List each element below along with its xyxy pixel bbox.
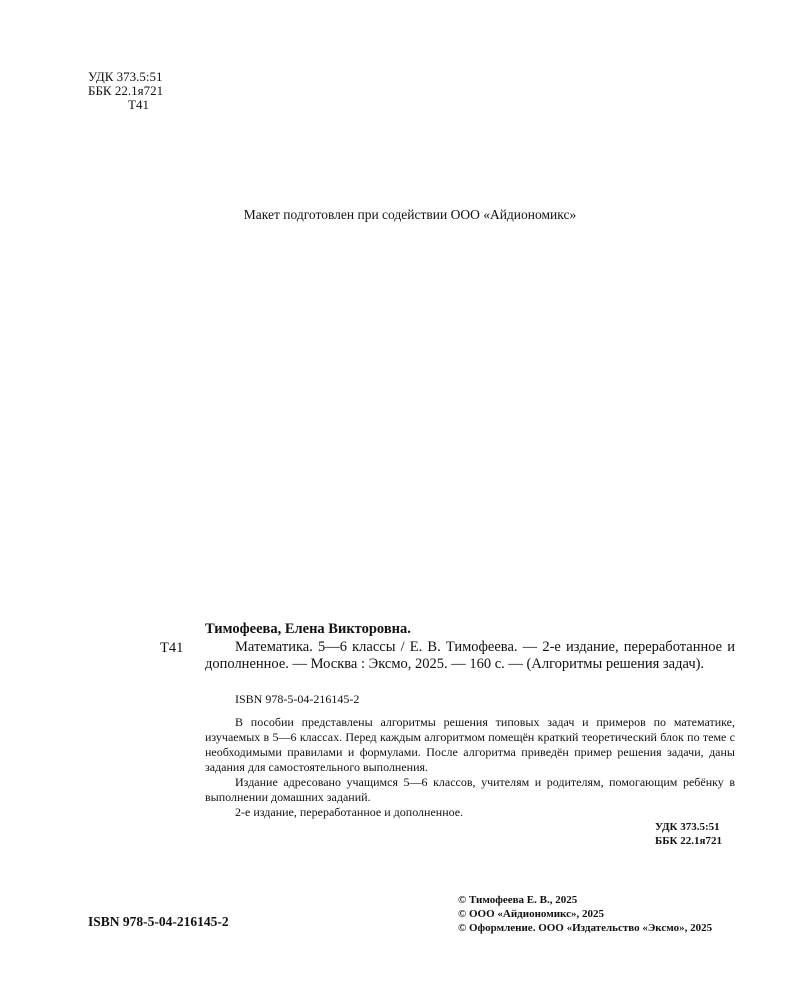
copyright-line: © ООО «Айдиономикс», 2025 [458, 908, 604, 920]
catalog-description [205, 639, 735, 673]
bbk-code: ББК 22.1я721 [88, 83, 164, 98]
prepared-note: Макет подготовлен при содействии ООО «Айдиономикс» [243, 207, 577, 222]
catalog-isbn: ISBN 978-5-04-216145-2 [235, 692, 360, 706]
catalog-code: Т41 [160, 640, 184, 656]
classification-codes [88, 70, 163, 112]
copyright-block [458, 893, 712, 935]
catalog-author: Тимофеева, Елена Викторовна. [205, 621, 411, 637]
annotation-paragraph: Издание адресовано учащимся 5—6 классов, учителям и родителям, помогающим ребёнку в выполнении домашних заданий. [205, 775, 735, 804]
copyright-line: © Оформление. ООО «Издательство «Эксмо», 2025 [458, 922, 713, 934]
catalog-codes [655, 820, 735, 848]
isbn-bottom: ISBN 978-5-04-216145-2 [88, 914, 229, 929]
catalog-bbk: ББК 22.1я721 [655, 835, 722, 847]
annotation-paragraph: 2-е издание, переработанное и дополненное. [235, 805, 464, 819]
catalog-annotation [205, 715, 735, 820]
copyright-line: © Тимофеева Е. В., 2025 [458, 894, 578, 906]
author-sign: Т41 [128, 97, 149, 112]
description-text: Математика. 5—6 классы / Е. В. Тимофеева. — 2-е издание, переработанное и дополненное. — Москва : Эксмо, 2025. — 160 с. — (Алгоритмы решения задач). [205, 639, 735, 672]
catalog-udk: УДК 373.5:51 [655, 821, 720, 833]
udk-code: УДК 373.5:51 [88, 69, 163, 84]
catalog-card [160, 621, 735, 861]
annotation-paragraph: В пособии представлены алгоритмы решения типовых задач и примеров по математике, изучаемых в 5—6 классах. Перед каждым алгоритмом помещён краткий теоретический блок по теме с необходимыми правилами и формулами. После алгоритма приведён пример решения задачи, даны задания для самостоятельного выполнения. [205, 715, 735, 774]
